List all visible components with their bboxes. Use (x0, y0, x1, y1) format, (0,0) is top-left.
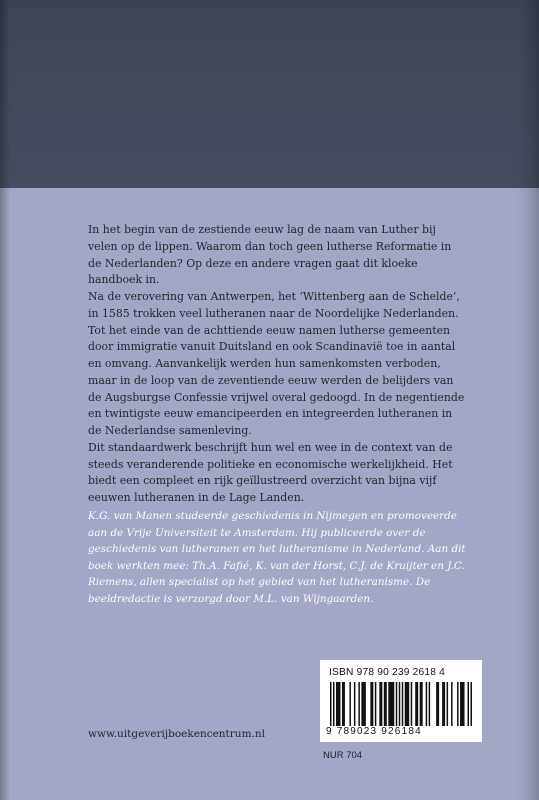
barcode-bar (451, 682, 452, 726)
cover-edge-shadow (517, 0, 539, 800)
barcode-bar (471, 682, 472, 726)
barcode-bar (420, 682, 423, 726)
barcode-bar (375, 682, 376, 726)
barcode-bar (436, 682, 439, 726)
barcode-bar (336, 682, 340, 726)
barcode-bar (411, 682, 412, 726)
barcode-bar (396, 682, 397, 726)
barcode-bar (447, 682, 448, 726)
nur-code: NUR 704 (323, 750, 363, 761)
barcode-icon (330, 682, 472, 726)
description-paragraph-1: In het begin van de zestiende eeuw lag de naam van Luther bij velen op de lippen. Waarom dan toch geen lutherse Reformatie in de Nederlanden? Op deze en andere vragen gaat dit kloeke handboek in. (88, 223, 452, 287)
author-note-text: K.G. van Manen studeerde geschiedenis in Nijmegen en promoveerde aan de Vrije Universiteit te Amsterdam. Hij publiceerde over de geschiedenis van lutheranen en het lutheranisme in Nederland. Aan dit boek werkten mee: Th.A. Fafié, K. van der Horst, C.J. de Kruijter en J.C. Riemens, allen specialist op het gebied van het lutheranisme. De beeldredactie is verzorgd door M.L. van Wijngaarden. (88, 510, 466, 605)
description-paragraph-2: Na de verovering van Antwerpen, het ‘Wittenberg aan de Schelde’, in 1585 trokken veel lutheranen naar de Noordelijke Nederlanden. Tot het einde van de achttiende eeuw namen lutherse gemeenten door immigratie vanuit Duitsland en ook Scandinavië toe in aantal en omvang. Aanvankelijk werden hun samenkomsten verboden, maar in de loop van de zeventiende eeuw werden de belijders van de Augsburgse Confessie vrijwel overal gedoogd. In de negentiende en twintigste eeuw emancipeerden en integreerden lutheranen in de Nederlandse samenleving. (88, 290, 465, 437)
barcode-bar (354, 682, 355, 726)
barcode-bar (460, 682, 464, 726)
barcode-bar (415, 682, 418, 726)
barcode-bar (384, 682, 387, 726)
barcode-bar (429, 682, 430, 726)
barcode-bar (405, 682, 409, 726)
barcode-bar (399, 682, 400, 726)
barcode-bar (330, 682, 331, 726)
barcode-bar (388, 682, 394, 726)
barcode-bar (361, 682, 365, 726)
barcode-bar (379, 682, 382, 726)
barcode-bar (358, 682, 359, 726)
description-text (88, 222, 466, 507)
barcode-bar (468, 682, 469, 726)
spine-shadow (0, 0, 10, 800)
barcode-bar (402, 682, 403, 726)
barcode-bar (342, 682, 345, 726)
barcode-bar (370, 682, 373, 726)
barcode-bar (442, 682, 445, 726)
barcode-label (320, 660, 482, 742)
barcode-bar (426, 682, 427, 726)
author-note (88, 508, 468, 608)
ean-digits: 9 789023 926184 (326, 726, 422, 737)
barcode-bar (333, 682, 334, 726)
top-color-band (0, 0, 539, 188)
publisher-website[interactable]: www.uitgeverijboekencentrum.nl (88, 728, 265, 740)
barcode-bar (457, 682, 458, 726)
description-paragraph-3: Dit standaardwerk beschrijft hun wel en wee in de context van de steeds veranderende politieke en economische werkelijkheid. Het biedt een compleet en rijk geïllustreerd overzicht van bijna vijf eeuwen lutheranen in de Lage Landen. (88, 440, 453, 504)
isbn-number: ISBN 978 90 239 2618 4 (329, 667, 445, 678)
barcode-bar (349, 682, 350, 726)
